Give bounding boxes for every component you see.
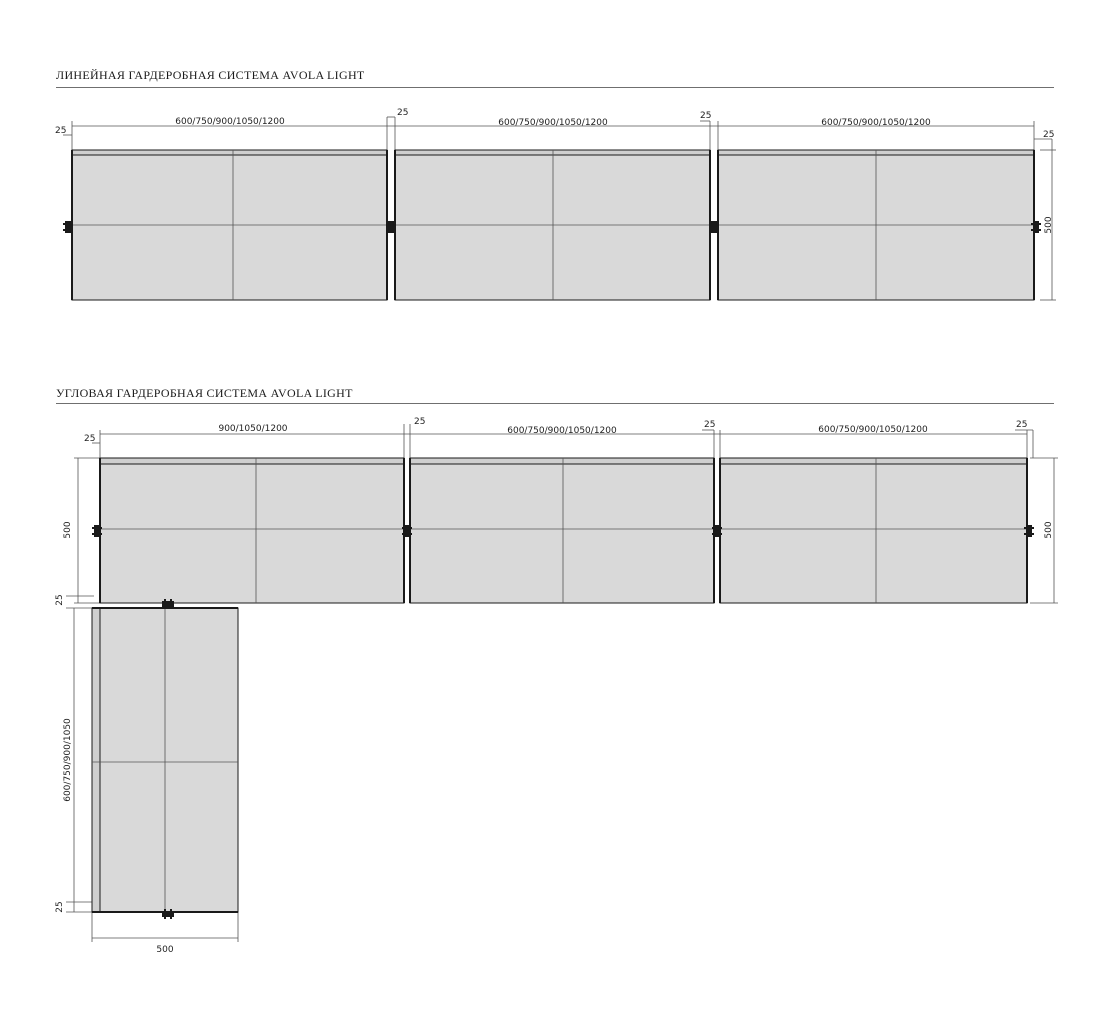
linear-panel-2 [387, 150, 710, 300]
corner-side-width-label: 500 [156, 945, 174, 955]
linear-width-label-1: 600/750/900/1050/1200 [175, 117, 285, 127]
corner-gap-label-right: 25 [1016, 420, 1028, 430]
linear-drawing [55, 108, 1056, 300]
linear-gap-label-right: 25 [1043, 130, 1055, 140]
corner-gap-label-mid1: 25 [414, 417, 426, 427]
linear-gap-label-mid2: 25 [700, 111, 712, 121]
corner-depth-label-left: 500 [63, 521, 73, 539]
linear-panel-1 [72, 150, 387, 300]
linear-width-label-2: 600/750/900/1050/1200 [498, 118, 608, 128]
corner-depth-label-right: 500 [1044, 521, 1054, 539]
corner-system-title: УГЛОВАЯ ГАРДЕРОБНАЯ СИСТЕМА AVOLA LIGHT [56, 386, 353, 400]
corner-gap-label-side-top: 25 [55, 594, 65, 606]
corner-panel-2 [410, 458, 714, 603]
corner-gap-label-mid2: 25 [704, 420, 716, 430]
linear-panel-3 [710, 150, 1034, 300]
corner-gap-label-left: 25 [84, 434, 96, 444]
corner-width-label-2: 600/750/900/1050/1200 [507, 426, 617, 436]
corner-side-panel [92, 608, 238, 912]
linear-system-title: ЛИНЕЙНАЯ ГАРДЕРОБНАЯ СИСТЕМА AVOLA LIGHT [56, 68, 365, 82]
corner-gap-label-side-bottom: 25 [55, 901, 65, 913]
corner-panel-3 [720, 458, 1027, 603]
linear-gap-label-left: 25 [55, 126, 67, 136]
linear-gap-label-mid1: 25 [397, 108, 409, 118]
linear-width-label-3: 600/750/900/1050/1200 [821, 118, 931, 128]
corner-drawing [55, 417, 1058, 955]
corner-width-label-3: 600/750/900/1050/1200 [818, 425, 928, 435]
linear-depth-label: 500 [1044, 216, 1054, 234]
corner-side-length-label: 600/750/900/1050 [63, 718, 73, 802]
corner-panel-1 [100, 458, 404, 603]
corner-width-label-1: 900/1050/1200 [218, 424, 288, 434]
